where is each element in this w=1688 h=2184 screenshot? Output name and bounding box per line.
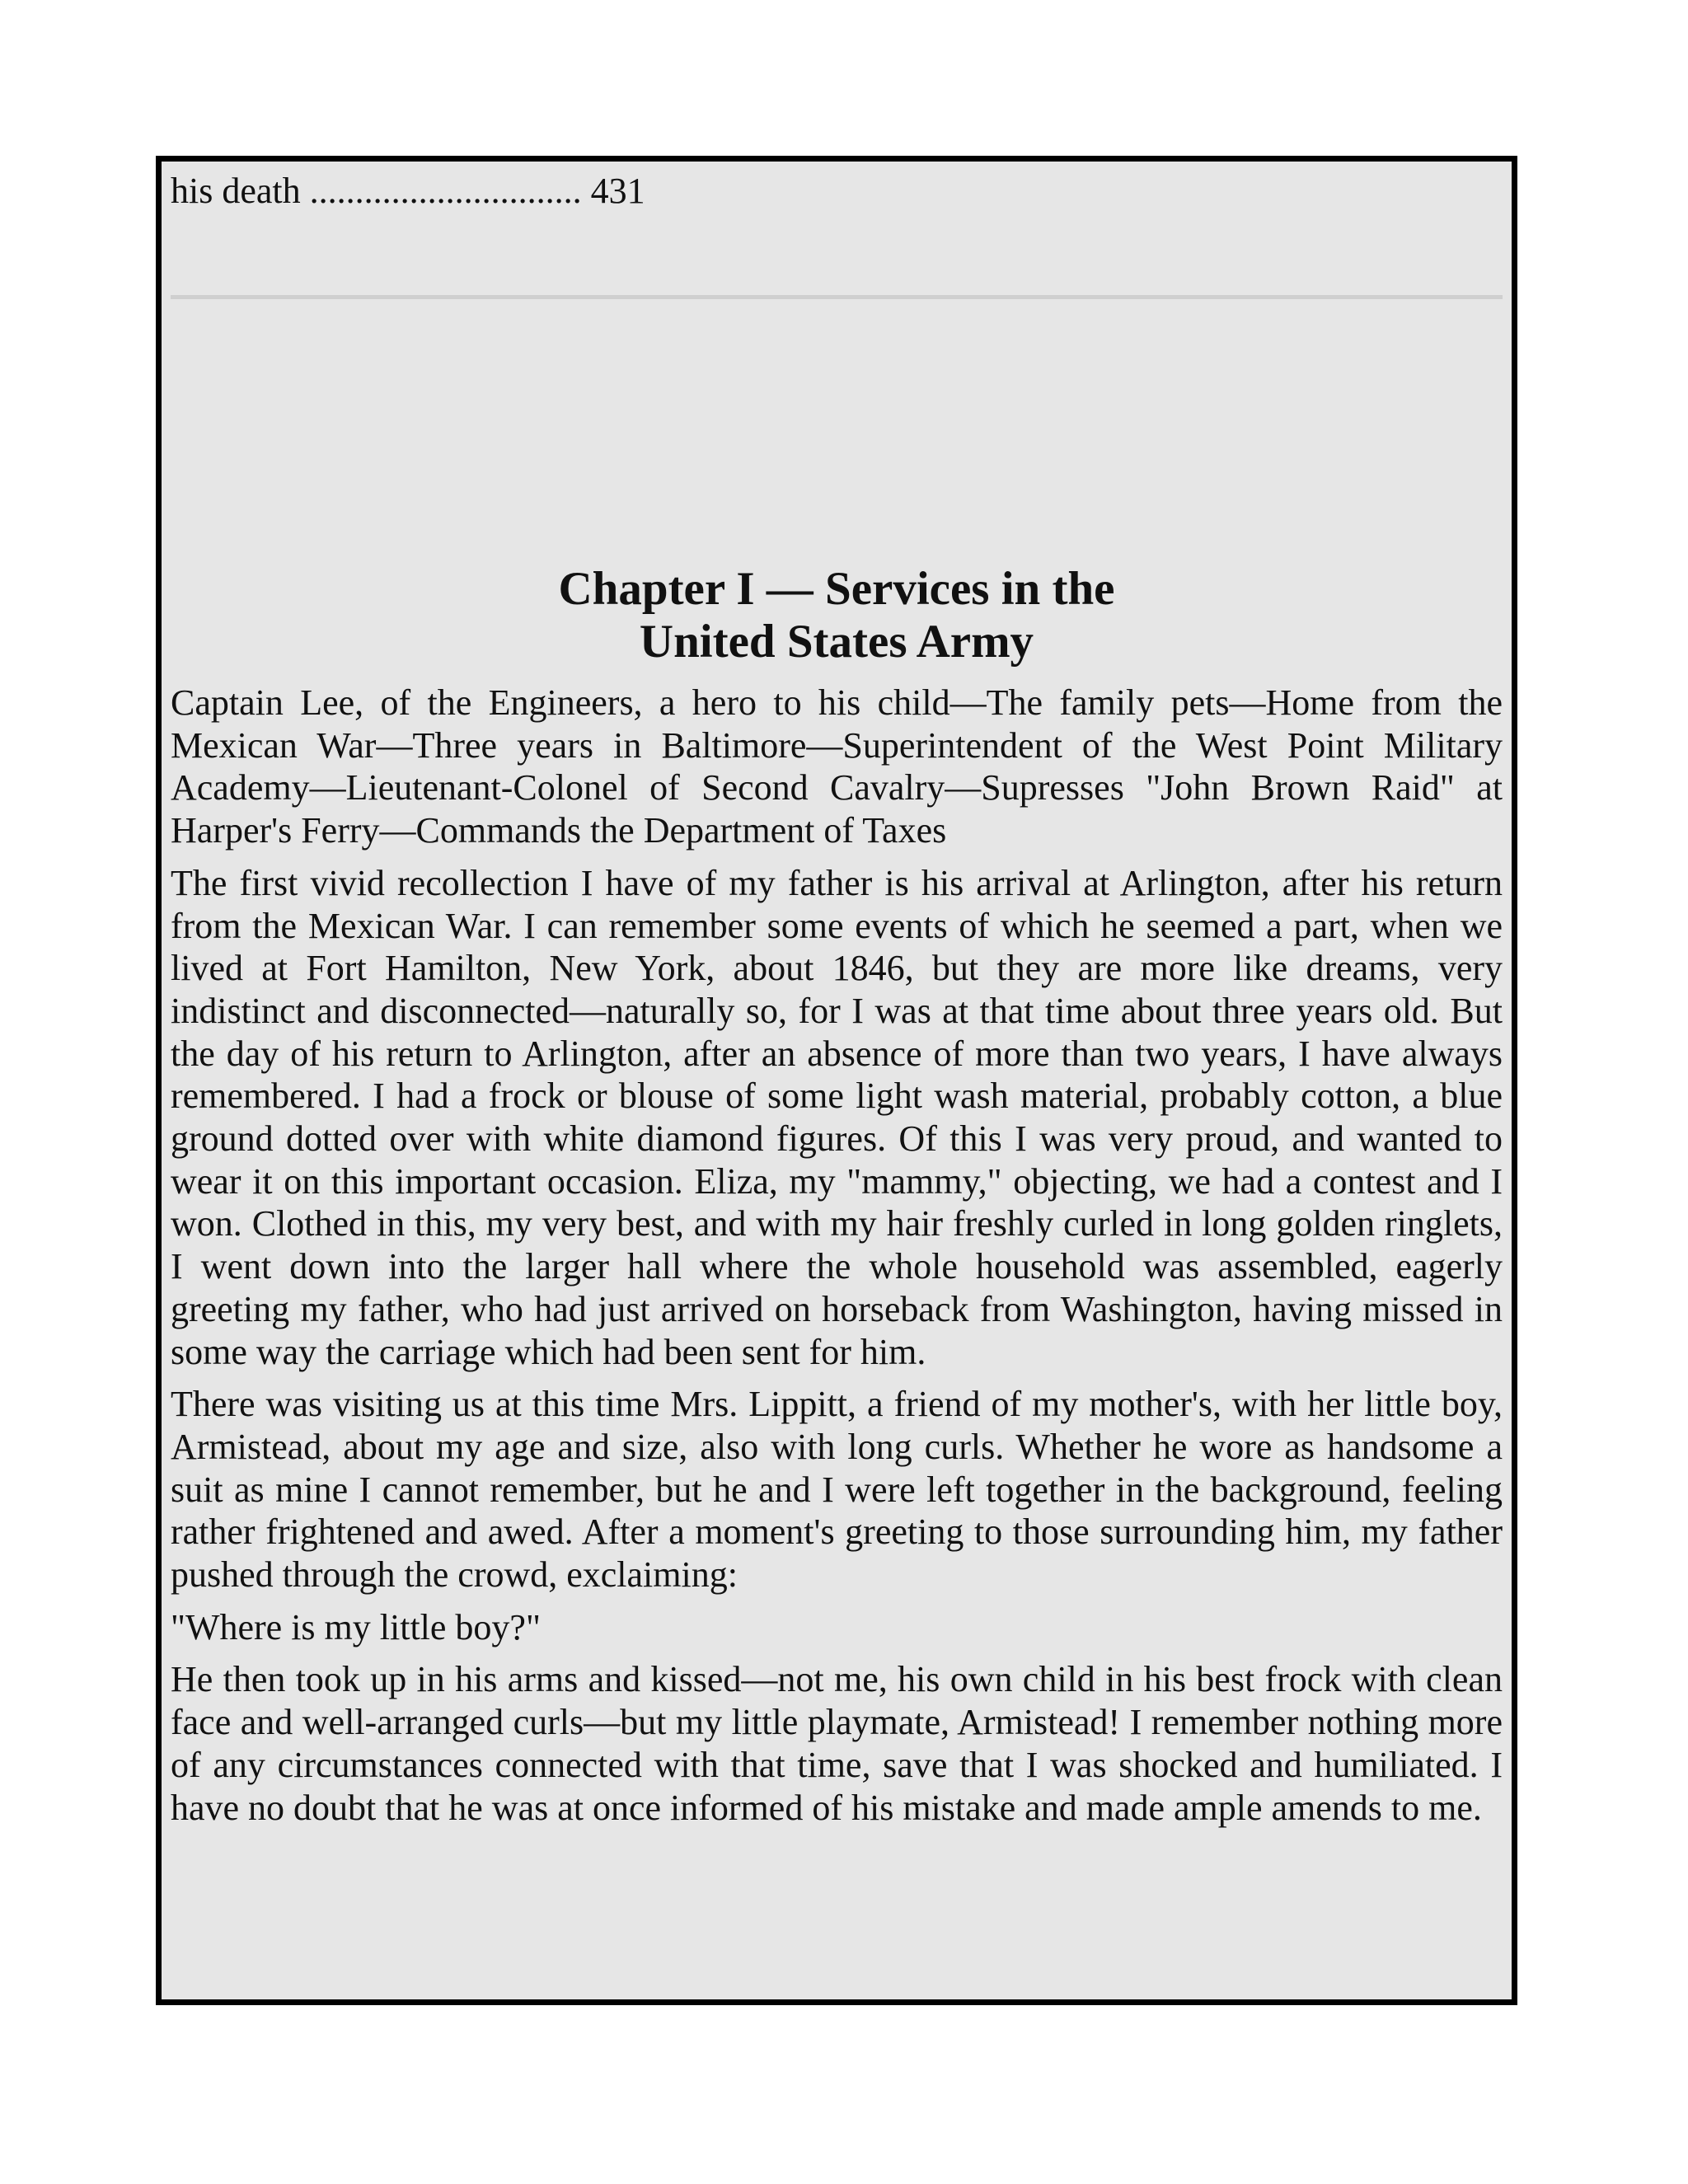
body-paragraph-2: There was visiting us at this time Mrs. Lippitt, a friend of my mother's, with her little boy, Armistead, about my age and size, also with long curls. Whether he wore as handsome a suit as mine I cannot remember, but he and I were left together in the background, feeling rather frightened and awed. After a moment's greeting to those surrounding him, my father pushed through the crowd, exclaiming: [171, 1384, 1503, 1596]
chapter-title-line-2: United States Army [639, 616, 1034, 668]
chapter-title [171, 563, 1503, 668]
body-paragraph-4: He then took up in his arms and kissed—not me, his own child in his best frock with clean face and well-arranged curls—but my little playmate, Armistead! I remember nothing more of any circumstances connected with that time, save that I was shocked and humiliated. I have no doubt that he was at once informed of his mistake and made ample amends to me. [171, 1659, 1503, 1828]
body-paragraph-1: The first vivid recollection I have of my father is his arrival at Arlington, after his return from the Mexican War. I can remember some events of which he seemed a part, when we lived at Fort Hamilton, New York, about 1846, but they are more like dreams, very indistinct and disconnected—naturally so, for I was at that time about three years old. But the day of his return to Arlington, after an absence of more than two years, I have always remembered. I had a frock or blouse of some light wash material, probably cotton, a blue ground dotted over with white diamond figures. Of this I was very proud, and wanted to wear it on this important occasion. Eliza, my "mammy," objecting, we had a contest and I won. Clothed in this, my very best, and with my hair freshly curled in long golden ringlets, I went down into the larger hall where the whole household was assembled, eagerly greeting my father, who had just arrived on horseback from Washington, having missed in some way the carriage which had been sent for him. [171, 862, 1503, 1372]
chapter-title-line-1: Chapter I — Services in the [558, 563, 1115, 615]
toc-entry-tail: his death .............................. 431 [171, 171, 645, 211]
page-frame [156, 156, 1517, 2005]
page-content [171, 162, 1503, 1829]
body-paragraph-3: "Where is my little boy?" [171, 1606, 541, 1647]
section-divider [171, 295, 1503, 299]
chapter-summary: Captain Lee, of the Engineers, a hero to his child—The family pets—Home from the Mexican War—Three years in Baltimore—Superintendent of the West Point Military Academy—Lieutenant-Colonel of Second Cavalry—Supresses "John Brown Raid" at Harper's Ferry—Commands the Department of Taxes [171, 682, 1503, 851]
